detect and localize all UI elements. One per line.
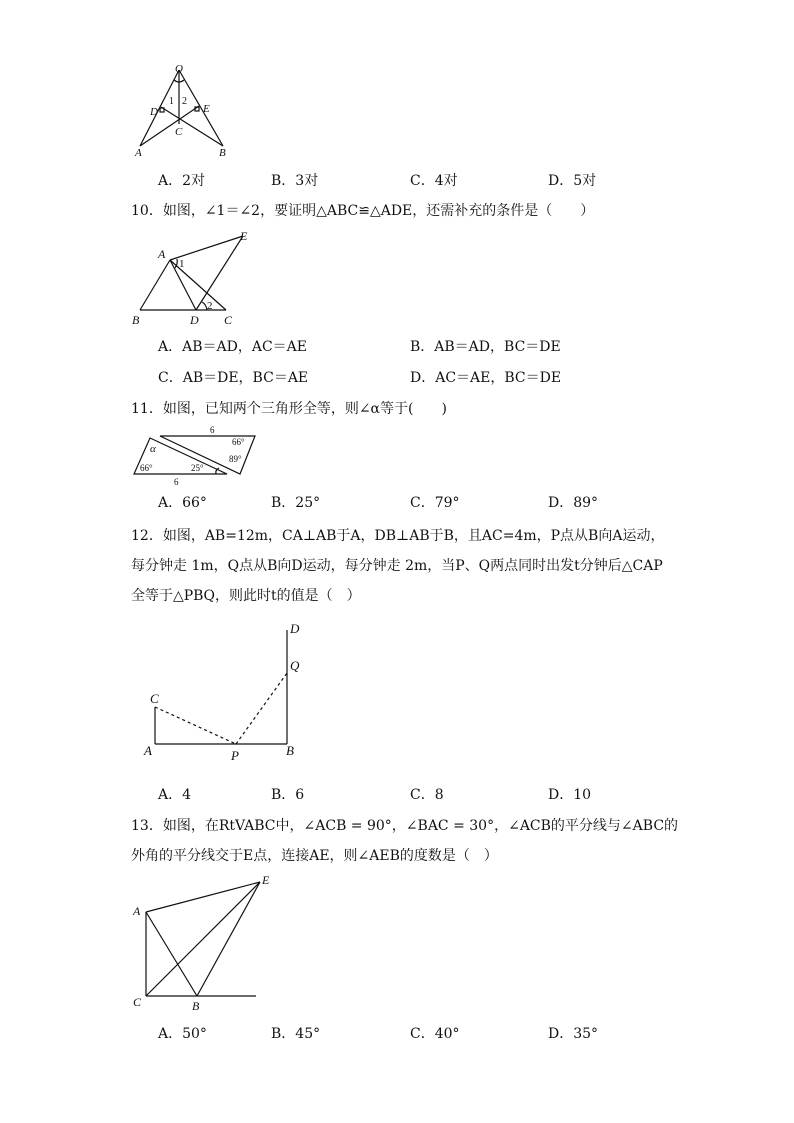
- q11-stem: 11．如图，已知两个三角形全等，则∠α等于( ): [131, 401, 447, 417]
- q10-label-b: B: [132, 313, 140, 327]
- q12-label-a: A: [144, 743, 152, 758]
- q10-option-a[interactable]: A．AB＝AD，AC＝AE: [158, 339, 307, 355]
- q13-label-e: E: [262, 873, 270, 887]
- q11-label-89: 89°: [229, 454, 242, 464]
- q9-option-d[interactable]: D．5对: [548, 173, 597, 189]
- q10-line-ab: [140, 260, 170, 310]
- q12-line-cp: [155, 707, 236, 744]
- q12-label-b: B: [286, 743, 294, 758]
- q9-figure: [130, 60, 240, 160]
- q10-label-a: A: [158, 247, 166, 261]
- q13-option-d[interactable]: D．35°: [548, 1026, 599, 1042]
- q10-label-e: E: [240, 229, 248, 243]
- q10-stem: 10．如图，∠1＝∠2，要证明△ABC≌△ADE，还需补充的条件是（ ）: [131, 203, 595, 219]
- q11-option-a[interactable]: A．66°: [158, 495, 207, 511]
- q10-label-angle1: 1: [179, 258, 185, 270]
- q13-stem-line1: 13．如图，在RtVABC中，∠ACB = 90°，∠BAC = 30°，∠ACB的平分线与∠ABC的: [131, 818, 679, 834]
- q13-line-ab: [146, 912, 197, 996]
- q10-label-d: D: [190, 313, 199, 327]
- q12-stem-line3: 全等于△PBQ，则此时t的值是（ ）: [131, 588, 361, 604]
- q13-label-c: C: [133, 995, 142, 1009]
- q11-option-b[interactable]: B．25°: [271, 495, 321, 511]
- q13-line-ae: [146, 882, 260, 912]
- q11-label-bottom6: 6: [174, 477, 179, 487]
- q13-label-a: A: [133, 904, 141, 918]
- q9-label-d: D: [150, 106, 158, 118]
- q9-label-angle2: 2: [182, 96, 187, 107]
- q9-label-e: E: [203, 103, 210, 115]
- q9-label-angle1: 1: [169, 96, 174, 107]
- q11-option-c[interactable]: C．79°: [410, 495, 460, 511]
- q10-line-de: [196, 236, 243, 310]
- q9-option-b[interactable]: B．3对: [271, 173, 319, 189]
- q10-label-c: C: [224, 313, 233, 327]
- q9-label-a: A: [135, 147, 142, 159]
- q9-right-angle-d: [160, 108, 164, 112]
- q10-option-c[interactable]: C．AB＝DE，BC＝AE: [158, 370, 309, 386]
- q10-line-ae: [170, 236, 243, 260]
- q9-line-bd: [161, 107, 223, 146]
- q11-label-alpha: α: [150, 443, 156, 455]
- q13-figure: [130, 872, 280, 1014]
- q10-figure: [130, 228, 250, 330]
- q13-stem-line2: 外角的平分线交于E点，连接AE，则∠AEB的度数是（ ）: [131, 848, 498, 864]
- q10-option-d[interactable]: D．AC＝AE，BC＝DE: [410, 370, 562, 386]
- q9-label-c: C: [175, 126, 183, 138]
- q12-label-p: P: [231, 748, 239, 763]
- q13-line-be: [197, 882, 260, 996]
- q12-option-a[interactable]: A．4: [158, 787, 192, 803]
- q11-label-top6: 6: [210, 425, 215, 435]
- q12-option-d[interactable]: D．10: [548, 787, 592, 803]
- q13-line-ce: [146, 882, 260, 996]
- q9-label-o: O: [175, 63, 183, 75]
- q12-line-pq: [236, 673, 287, 744]
- q10-option-b[interactable]: B．AB＝AD，BC＝DE: [410, 339, 561, 355]
- q12-label-c: C: [150, 691, 159, 706]
- q11-option-d[interactable]: D．89°: [548, 495, 599, 511]
- q13-option-c[interactable]: C．40°: [410, 1026, 460, 1042]
- q12-option-b[interactable]: B．6: [271, 787, 305, 803]
- q12-label-q: Q: [290, 658, 300, 673]
- q9-option-c[interactable]: C．4对: [410, 173, 458, 189]
- q13-option-a[interactable]: A．50°: [158, 1026, 207, 1042]
- q13-option-b[interactable]: B．45°: [271, 1026, 321, 1042]
- q12-stem-line2: 每分钟走 1m，Q点从B向D运动，每分钟走 2m，当P、Q两点同时出发t分钟后△CAP: [131, 558, 663, 574]
- q12-figure: [140, 618, 320, 768]
- q12-label-d: D: [290, 621, 300, 636]
- q11-label-66b: 66°: [140, 463, 153, 473]
- q11-label-66a: 66°: [232, 437, 245, 447]
- q9-option-a[interactable]: A．2对: [158, 173, 206, 189]
- q9-label-b: B: [219, 147, 226, 159]
- q13-label-b: B: [192, 999, 200, 1013]
- q12-stem-line1: 12．如图，AB=12m，CA⊥AB于A，DB⊥AB于B，且AC=4m，P点从B向A运动，: [131, 528, 665, 544]
- q11-figure: [130, 424, 260, 486]
- q12-option-c[interactable]: C．8: [410, 787, 444, 803]
- q9-line-ob: [179, 70, 223, 146]
- q10-label-angle2: 2: [207, 300, 213, 312]
- q11-label-25: 25°: [191, 463, 204, 473]
